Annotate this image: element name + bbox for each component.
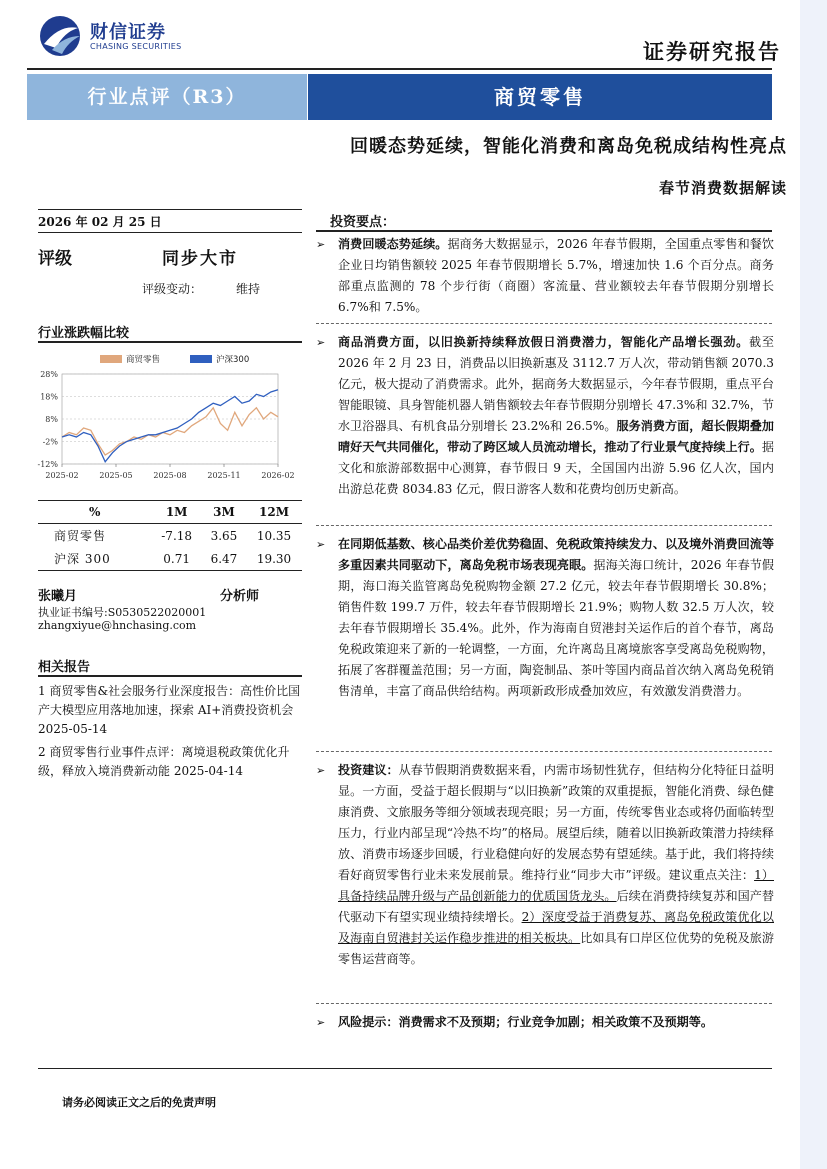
footer-divider <box>38 1068 772 1069</box>
analyst-name: 张曦月 <box>38 589 78 604</box>
y-tick-label: -2% <box>42 437 58 447</box>
point-separator <box>316 1003 772 1004</box>
chart-section-title: 行业涨跌幅比较 <box>38 326 130 341</box>
table-row-name: 商贸零售 <box>54 529 107 543</box>
arrow-bullet-icon: ➢ <box>316 1016 326 1029</box>
table-row <box>38 524 302 548</box>
report-sub-title: 春节消费数据解读 <box>658 179 787 197</box>
report-main-title: 回暖态势延续，智能化消费和离岛免税成结构性亮点 <box>350 136 787 157</box>
point-body: 据商务大数据显示，2026 年春节假期，全国重点零售和餐饮企业日均销售额较 2025 年春节假期增长 5.7%，增速加快 1.6 个百分点。商务部重点监测的 78 个步行街（商圈）客流量、营业额较去年春节假期分别增长 6.7%和 7.5%。 <box>338 237 774 314</box>
analyst-certificate: 执业证书编号:S0530522020001 <box>38 606 207 619</box>
arrow-bullet-icon: ➢ <box>316 238 326 251</box>
rating-change-value: 维持 <box>236 282 261 296</box>
point-body: 从春节假期消费数据来看，内需市场韧性犹存，但结构分化特征日益明显。一方面，受益于超长假期与“以旧换新”政策的双重提振，智能化消费、绿色健康消费、文旅服务等细分领域表现亮眼；另一方面，传统零售业态或将仍面临转型压力，行业内部呈现“冷热不均”的格局。展望后续，随着以旧换新政策潜力持续释放、消费市场逐步回暖，行业稳健向好的发展态势有望延续。基于此，我们将持续看好商贸零售行业未来发展前景。维持行业“同步大市”评级。建议重点关注： <box>338 763 774 882</box>
investment-point-text <box>338 760 774 970</box>
point-lead: 消费回暖态势延续。 <box>338 237 448 251</box>
arrow-bullet-icon: ➢ <box>316 336 326 349</box>
date-top-divider <box>38 209 302 210</box>
legend-swatch <box>190 355 212 363</box>
x-tick-label: 2025-02 <box>45 471 79 480</box>
point-lead: 投资建议： <box>338 763 399 777</box>
investment-point-text <box>338 1012 774 1033</box>
series-line-csi300 <box>62 390 278 462</box>
table-header-cell: 1M <box>151 501 201 524</box>
category-band-label: 行业点评（R3） <box>87 86 247 108</box>
point-highlight-underlined: 1）具备持续品牌升级与产品创新能力的优质国货龙头。 <box>338 868 774 903</box>
table-cell: 3.65 <box>210 528 238 543</box>
table-cell: 19.30 <box>246 547 302 571</box>
table-header-cell: 3M <box>202 501 246 524</box>
rating-label: 评级 <box>38 249 72 269</box>
point-lead: 服务消费方面，超长假期叠加晴好天气共同催化，带动了跨区域人员流动增长，推动了行业景气度持续上行。 <box>338 419 774 454</box>
logo-name-en: CHASING SECURITIES <box>90 42 182 51</box>
performance-table <box>38 500 302 571</box>
analyst-title: 分析师 <box>220 589 260 604</box>
x-tick-label: 2026-02 <box>261 471 295 480</box>
page-side-stripe <box>800 0 827 1169</box>
point-body: 据海关海口统计，2026 年春节假期，海口海关监管离岛免税购物金额 27.2 亿元，较去年春节假期增长 30.8%；销售件数 199.7 万件，较去年春节假期增长 21.9%；购物人数 32.5 万人次，较去年春节假期增长 35.4%。此外，作为海南自贸港封关运作后的首个春节，离岛免税政策迎来了新的一轮调整，一方面，允许离岛且离境旅客享受离岛免税购物，拓展了客群覆盖范围；另一方面，陶瓷制品、茶叶等国内商品首次纳入离岛免税销售清单，丰富了商品供给结构。两项新政形成叠加效应，有效激发消费潜力。 <box>338 558 774 698</box>
point-lead: 商品消费方面，以旧换新持续释放假日消费潜力，智能化产品增长强劲。 <box>338 335 750 349</box>
arrow-bullet-icon: ➢ <box>316 764 326 777</box>
rating-value: 同步大市 <box>162 249 238 269</box>
disclaimer-notice: 请务必阅读正文之后的免责声明 <box>62 1096 216 1109</box>
investment-points-divider <box>316 230 772 232</box>
point-highlight-underlined: 2）深度受益于消费复苏、离岛免税政策优化以及海南自贸港封关运作稳步推进的相关板块。 <box>338 910 774 945</box>
x-tick-label: 2025-08 <box>153 471 187 480</box>
investment-point-text <box>338 534 774 702</box>
y-tick-label: -12% <box>37 460 58 469</box>
report-date: 2026 年 02 月 25 日 <box>38 215 162 229</box>
logo-name-cn: 财信证券 <box>90 22 166 43</box>
table-header-row <box>38 501 302 524</box>
point-lead: 在同期低基数、核心品类价差优势稳固、免税政策持续发力、以及境外消费回流等多重因素共同驱动下，离岛免税市场表现亮眼。 <box>338 537 774 572</box>
table-header-cell: % <box>38 501 151 524</box>
point-body: 截至 2026 年 2 月 23 日，消费品以旧换新惠及 3112.7 万人次，带动销售额 2070.3 亿元，极大提动了消费需求。此外，据商务大数据显示，今年春节假期，重点平台智能眼镜、具身智能机器人销售额较去年春节假期分别增长 47.3%和 32.7%，节水卫浴器具、有机食品分别增长 23.2%和 26.5%。 <box>338 335 774 433</box>
table-cell: 0.71 <box>151 547 201 571</box>
series-line-retail <box>62 408 278 455</box>
x-tick-label: 2025-05 <box>99 471 133 480</box>
investment-point-text <box>338 332 774 500</box>
legend-label: 沪深300 <box>216 355 250 365</box>
arrow-bullet-icon: ➢ <box>316 538 326 551</box>
point-separator <box>316 525 772 526</box>
table-header-cell: 12M <box>246 501 302 524</box>
investment-point-text <box>338 234 774 318</box>
related-report-item: 2 商贸零售行业事件点评：离境退税政策优化升级，释放入境消费新动能 2025-04-14 <box>38 745 290 778</box>
related-reports-divider <box>38 675 302 677</box>
legend-swatch <box>100 355 122 363</box>
table-cell: 6.47 <box>202 547 246 571</box>
x-tick-label: 2025-11 <box>207 471 241 480</box>
chart-section-divider <box>38 341 302 343</box>
point-body: 后续在消费持续复苏和国产替代驱动下有望实现业绩持续增长。 <box>338 889 774 924</box>
point-separator <box>316 323 772 324</box>
y-tick-label: 28% <box>40 370 58 379</box>
y-tick-label: 18% <box>40 392 58 402</box>
related-reports-title: 相关报告 <box>38 660 91 675</box>
table-row <box>38 547 302 571</box>
report-type-title: 证券研究报告 <box>643 39 781 64</box>
legend-label: 商贸零售 <box>126 355 161 365</box>
table-cell: 10.35 <box>256 528 292 543</box>
y-tick-label: 8% <box>45 415 58 424</box>
point-separator <box>316 751 772 752</box>
analyst-email: zhangxiyue@hnchasing.com <box>38 619 197 632</box>
industry-band-label: 商贸零售 <box>494 85 586 109</box>
investment-points-title: 投资要点： <box>330 215 396 230</box>
rating-change-label: 评级变动： <box>142 282 203 296</box>
performance-line-chart <box>30 348 302 490</box>
point-lead: 风险提示：消费需求不及预期；行业竞争加剧；相关政策不及预期等。 <box>338 1015 713 1029</box>
related-report-item: 1 商贸零售&社会服务行业深度报告：高性价比国产大模型应用落地加速，探索 AI+消费投资机会 2025-05-14 <box>38 684 301 736</box>
table-cell: -7.18 <box>161 528 193 543</box>
point-body: 据文化和旅游部数据中心测算，春节假日 9 天，全国国内出游 5.96 亿人次，国内出游总花费 8034.83 亿元，假日游客人数和花费均创历史新高。 <box>338 440 774 496</box>
header-divider <box>27 68 772 70</box>
table-row-name: 沪深 300 <box>38 547 151 571</box>
date-bottom-divider <box>38 232 302 233</box>
point-body: 比如具有口岸区位优势的免税及旅游零售运营商等。 <box>338 931 774 966</box>
